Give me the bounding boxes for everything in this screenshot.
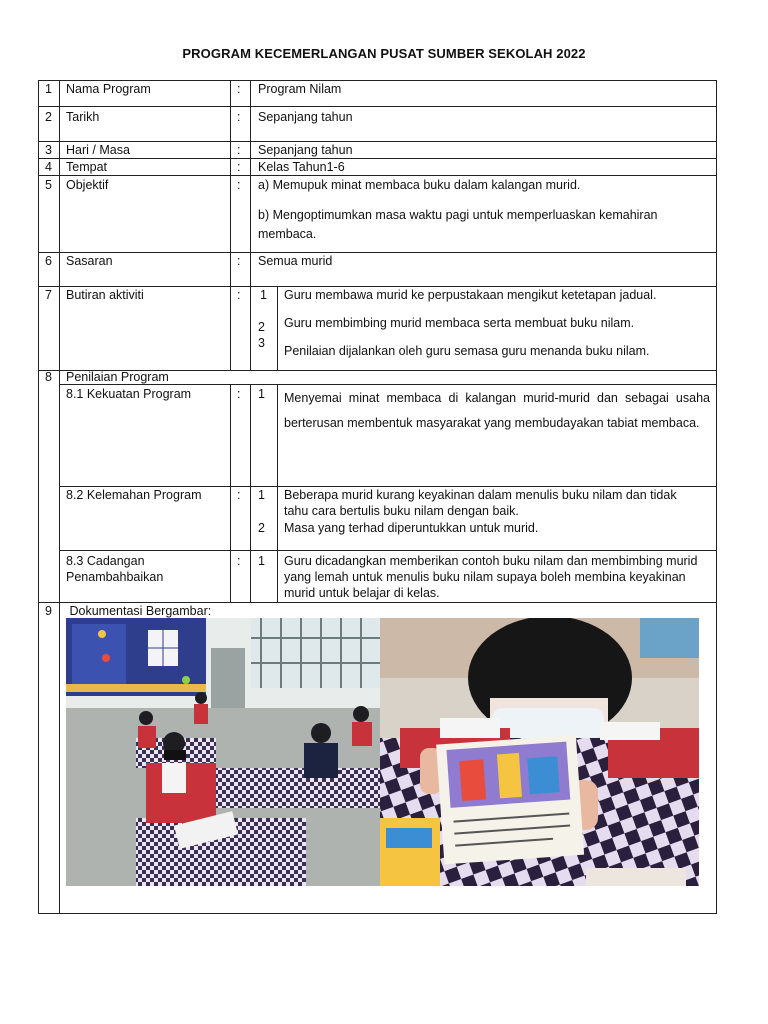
separator: :	[237, 554, 241, 568]
item-number: 1	[260, 288, 267, 302]
butiran-item-3: Penilaian dijalankan oleh guru semasa guru menanda buku nilam.	[284, 344, 650, 358]
row-number: 6	[45, 254, 52, 268]
item-number: 3	[258, 336, 265, 350]
row-number: 5	[45, 178, 52, 192]
program-table	[38, 80, 717, 914]
separator: :	[237, 82, 241, 96]
classroom-photo	[66, 618, 380, 886]
row-number: 8	[45, 370, 52, 384]
item-number: 1	[258, 488, 265, 502]
row-number: 9	[45, 604, 52, 618]
value-tempat: Kelas Tahun1-6	[258, 160, 345, 174]
separator: :	[237, 160, 241, 174]
separator: :	[237, 143, 241, 157]
separator: :	[237, 178, 241, 192]
value-sasaran: Semua murid	[258, 254, 333, 268]
row-number: 4	[45, 160, 52, 174]
label-hari-masa: Hari / Masa	[66, 143, 130, 157]
row-number: 3	[45, 143, 52, 157]
label-cadangan-penambahbaikan: 8.3 Cadangan Penambahbaikan	[66, 554, 164, 584]
kekuatan-text: Menyemai minat membaca di kalangan murid-murid dan sebagai usaha berterusan membentuk masyarakat yang membudayakan tabiat membaca.	[284, 391, 710, 430]
item-number: 2	[258, 320, 265, 334]
cadangan-text: Guru dicadangkan memberikan contoh buku nilam dan membimbing murid yang lemah untuk menulis buku nilam supaya boleh membina keyakinan murid untuk belajar di kelas.	[284, 554, 698, 600]
row-number: 7	[45, 288, 52, 302]
separator: :	[237, 488, 241, 502]
student-reading-photo	[380, 618, 699, 886]
value-nama-program: Program Nilam	[258, 82, 342, 96]
separator: :	[237, 288, 241, 302]
label-nama-program: Nama Program	[66, 82, 151, 96]
objektif-b: b) Mengoptimumkan masa waktu pagi untuk memperluaskan kemahiran membaca.	[258, 208, 658, 241]
kelemahan-item-2: Masa yang terhad diperuntukkan untuk murid.	[284, 521, 539, 535]
item-number: 1	[258, 554, 265, 568]
label-sasaran: Sasaran	[66, 254, 113, 268]
row-number: 2	[45, 110, 52, 124]
kelemahan-item-1: Beberapa murid kurang keyakinan dalam menulis buku nilam dan tidak tahu cara bertulis buku nilam dengan baik.	[284, 488, 677, 518]
separator: :	[237, 110, 241, 124]
butiran-item-1: Guru membawa murid ke perpustakaan mengikut ketetapan jadual.	[284, 288, 657, 302]
butiran-item-2: Guru membimbing murid membaca serta membuat buku nilam.	[284, 316, 635, 330]
item-number: 2	[258, 521, 265, 535]
value-tarikh: Sepanjang tahun	[258, 110, 353, 124]
separator: :	[237, 387, 241, 401]
label-tempat: Tempat	[66, 160, 107, 174]
label-dokumentasi: Dokumentasi Bergambar:	[66, 604, 212, 618]
separator: :	[237, 254, 241, 268]
objektif-a: a) Memupuk minat membaca buku dalam kalangan murid.	[258, 178, 581, 192]
label-kekuatan-program: 8.1 Kekuatan Program	[66, 387, 192, 401]
value-hari-masa: Sepanjang tahun	[258, 143, 353, 157]
label-butiran-aktiviti: Butiran aktiviti	[66, 288, 144, 302]
label-kelemahan-program: 8.2 Kelemahan Program	[66, 488, 202, 502]
document-title: PROGRAM KECEMERLANGAN PUSAT SUMBER SEKOLAH 2022	[182, 46, 586, 61]
label-tarikh: Tarikh	[66, 110, 100, 124]
label-penilaian-program: Penilaian Program	[66, 370, 169, 384]
label-objektif: Objektif	[66, 178, 109, 192]
row-number: 1	[45, 82, 52, 96]
item-number: 1	[258, 387, 265, 401]
